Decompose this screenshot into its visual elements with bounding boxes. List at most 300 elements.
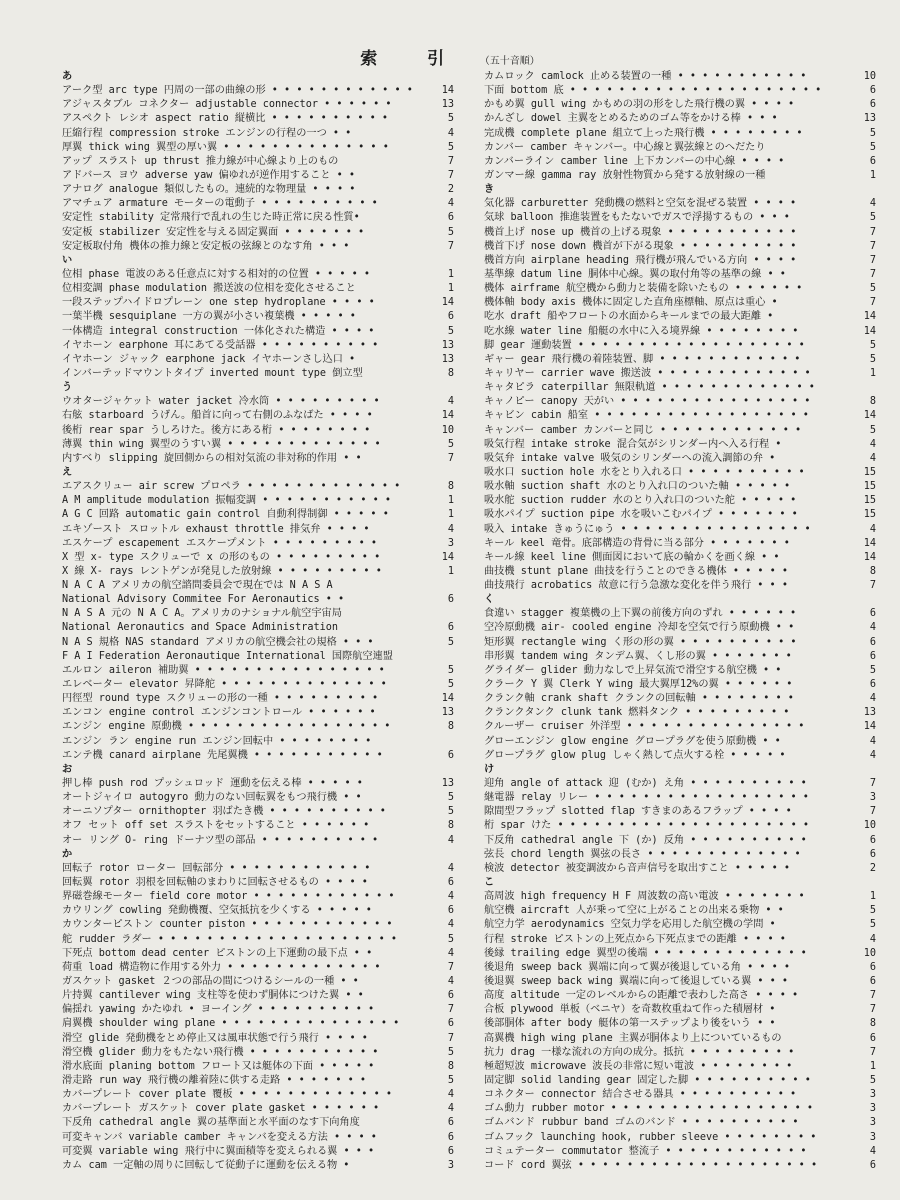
index-entry bbox=[62, 1145, 454, 1159]
index-entry bbox=[62, 1017, 454, 1031]
index-entry-page-number: 7 bbox=[440, 155, 454, 169]
index-entry-page-number: 6 bbox=[440, 904, 454, 918]
index-entry-text: キャンバー camber カンバーと同じ • • • • • • • • • • • • bbox=[484, 424, 802, 436]
index-entry-text: インバーテッドマウントタイプ inverted mount type 倒立型 bbox=[62, 367, 363, 379]
index-entry-page-number: 13 bbox=[440, 98, 454, 112]
index-entry-page-number: 6 bbox=[862, 155, 876, 169]
index-entry-page-number: 5 bbox=[862, 282, 876, 296]
index-entry bbox=[484, 141, 876, 155]
index-entry bbox=[62, 1088, 454, 1102]
index-entry-text: 薄翼 thin wing 翼型のうすい翼 • • • • • • • • • • • • • bbox=[62, 438, 381, 450]
index-entry bbox=[62, 325, 454, 339]
index-entry-text: 桁 spar けた • • • • • • • • • • • • • • • • • • • • • bbox=[484, 820, 809, 832]
index-entry bbox=[484, 621, 876, 635]
index-entry-text: 下面 bottom 底 • • • • • • • • • • • • • • • • • • • • • bbox=[484, 85, 822, 97]
index-entry-text: アーク型 arc type 円周の一部の曲線の形 • • • • • • • • • • • • bbox=[62, 85, 413, 97]
index-entry-text: 基準線 datum line 胴体中心線。翼の取付角等の基準の線 • • bbox=[484, 268, 786, 280]
index-entry-text: お bbox=[62, 763, 73, 775]
index-entry-page-number: 4 bbox=[440, 862, 454, 876]
index-entry bbox=[484, 409, 876, 423]
index-entry bbox=[62, 735, 454, 749]
index-entry-text: 機体軸 body axis 機体に固定した直角座標軸、原点は重心 • bbox=[484, 297, 778, 309]
index-entry-text: 偏揺れ yawing かたゆれ • ヨーイング • • • • • • • • • • bbox=[62, 1004, 375, 1016]
index-entry-text: ゴムフック launching hook, rubber sleeve • • • • • • • • bbox=[484, 1131, 817, 1143]
index-entry bbox=[62, 819, 454, 833]
index-entry-text: 押し棒 push rod プッシュロッド 運動を伝える棒 • • • • • bbox=[62, 778, 363, 790]
index-entry bbox=[62, 226, 454, 240]
index-entry-page-number: 5 bbox=[862, 918, 876, 932]
index-entry-text: 吸水舵 suction rudder 水のとり入れ口のついた舵 • • • • • bbox=[484, 495, 797, 507]
index-entry bbox=[62, 607, 454, 621]
index-entry-text: 矩形翼 rectangle wing く形の形の翼 • • • • • • • • • • bbox=[484, 636, 797, 648]
index-entry-page-number: 6 bbox=[440, 1131, 454, 1145]
index-entry bbox=[484, 537, 876, 551]
index-entry-page-number: 7 bbox=[862, 1003, 876, 1017]
index-entry bbox=[484, 452, 876, 466]
index-entry-page-number: 7 bbox=[440, 452, 454, 466]
index-entry-text: エレベーター elevator 昇降舵 • • • • • • • • • • • • • • bbox=[62, 679, 387, 691]
index-entry bbox=[484, 98, 876, 112]
index-section-heading bbox=[484, 763, 876, 777]
index-entry-page-number: 3 bbox=[862, 1102, 876, 1116]
index-entry bbox=[62, 353, 454, 367]
index-entry bbox=[62, 692, 454, 706]
index-entry-text: オーニソプター ornithopter 羽ばたき機 • • • • • • • • • • bbox=[62, 806, 386, 818]
index-entry bbox=[62, 621, 454, 635]
index-entry-page-number: 6 bbox=[862, 848, 876, 862]
index-entry-text: クランク軸 crank shaft クランクの回転軸 • • • • • • • • bbox=[484, 693, 794, 705]
index-entry-text: 食違い stagger 複葉機の上下翼の前後方向のずれ • • • • • • bbox=[484, 608, 797, 620]
index-entry bbox=[62, 791, 454, 805]
index-entry-page-number: 6 bbox=[862, 1159, 876, 1173]
index-entry bbox=[62, 805, 454, 819]
index-entry bbox=[62, 169, 454, 183]
index-entry-text: 吸気行程 intake stroke 混合気がシリンダー内へ入る行程 • bbox=[484, 438, 782, 450]
index-entry-text: カンバー camber キャンバー。中心線と翼弦線とのへだたり bbox=[484, 141, 766, 153]
index-entry-page-number: 6 bbox=[440, 621, 454, 635]
index-entry-text: 後縁 trailing edge 翼型の後端 • • • • • • • • • • • • • bbox=[484, 947, 807, 959]
index-entry-page-number: 13 bbox=[862, 112, 876, 126]
index-entry-page-number: 7 bbox=[440, 240, 454, 254]
index-entry-text: 吃水線 water line 船艇の水中に入る境界線 • • • • • • • • bbox=[484, 325, 799, 337]
index-entry-text: イヤホーン ジャック earphone jack イヤホーンさし込口 • bbox=[62, 353, 356, 365]
index-entry-text: う bbox=[62, 382, 73, 394]
index-section-heading bbox=[62, 381, 454, 395]
index-entry-page-number: 1 bbox=[862, 890, 876, 904]
index-entry-text: 厚翼 thick wing 翼型の厚い翼 • • • • • • • • • • • • • • bbox=[62, 141, 389, 153]
index-entry-text: け bbox=[484, 763, 495, 775]
index-entry-text: 右舷 starboard うげん。船首に向って右側のふなばた • • • • bbox=[62, 410, 373, 422]
index-entry-page-number: 10 bbox=[862, 70, 876, 84]
index-entry-text: 機首下げ nose down 機首が下がる現象 • • • • • • • • • • bbox=[484, 240, 797, 252]
index-entry-page-number: 8 bbox=[440, 720, 454, 734]
index-entry-text: クラーク Y 翼 Clerk Y wing 最大翼厚12%の翼 • • • • • • bbox=[484, 679, 793, 691]
index-entry bbox=[484, 523, 876, 537]
index-entry bbox=[62, 650, 454, 664]
index-entry-text: 滑走路 run way 飛行機の離着陸に供する走路 • • • • • • • bbox=[62, 1074, 367, 1086]
index-entry bbox=[484, 1131, 876, 1145]
index-entry-page-number: 10 bbox=[440, 424, 454, 438]
index-entry bbox=[62, 876, 454, 890]
index-entry bbox=[62, 678, 454, 692]
index-section-heading bbox=[62, 763, 454, 777]
index-entry bbox=[484, 1017, 876, 1031]
index-entry-page-number: 4 bbox=[440, 197, 454, 211]
index-entry-text: キール線 keel line 側面図において底の輪かくを画く線 • • bbox=[484, 551, 780, 563]
index-entry-page-number: 8 bbox=[440, 819, 454, 833]
index-entry bbox=[484, 692, 876, 706]
index-entry-page-number: 5 bbox=[862, 141, 876, 155]
index-entry bbox=[484, 933, 876, 947]
index-entry-page-number: 5 bbox=[440, 1046, 454, 1060]
index-entry bbox=[62, 1060, 454, 1074]
index-entry bbox=[62, 155, 454, 169]
index-entry-text: ガスケット gasket ２つの部品の間につけるシールの一種 • • bbox=[62, 976, 359, 987]
index-section-heading bbox=[484, 593, 876, 607]
index-entry-page-number: 4 bbox=[440, 1102, 454, 1116]
index-entry-text: アナログ analogue 類似したもの。連続的な物理量 • • • • bbox=[62, 184, 356, 196]
index-entry-text: 滑空機 glider 動力をもたない飛行機 • • • • • • • • • • • bbox=[62, 1046, 379, 1058]
index-entry-text: イヤホーン earphone 耳にあてる受話器 • • • • • • • • • • bbox=[62, 339, 379, 351]
index-entry-page-number: 1 bbox=[862, 1060, 876, 1074]
index-column-right bbox=[484, 70, 876, 1173]
index-entry-page-number: 6 bbox=[862, 678, 876, 692]
index-entry-text: 舵 rudder ラダー • • • • • • • • • • • • • • • • • • • • bbox=[62, 933, 398, 945]
index-entry-page-number: 5 bbox=[862, 904, 876, 918]
index-entry bbox=[484, 848, 876, 862]
index-entry-page-number: 5 bbox=[440, 664, 454, 678]
index-entry bbox=[484, 890, 876, 904]
index-entry-text: 曲技機 stunt plane 曲技を行うことのできる機体 • • • • • bbox=[484, 565, 789, 577]
index-entry-text: 安定性 stability 定常飛行で乱れの生じた時正常に戻る性質• bbox=[62, 212, 360, 224]
index-entry-page-number: 7 bbox=[440, 961, 454, 975]
index-entry bbox=[484, 947, 876, 961]
index-entry-page-number: 5 bbox=[440, 636, 454, 650]
index-entry-text: グライダー glider 動力なしで上昇気流で滑空する航空機 • • bbox=[484, 664, 782, 676]
index-entry-text: キャタピラ caterpillar 無限軌道 • • • • • • • • • • • • • bbox=[484, 382, 815, 394]
index-entry-page-number: 10 bbox=[862, 947, 876, 961]
index-entry bbox=[484, 395, 876, 409]
index-entry bbox=[484, 339, 876, 353]
index-entry bbox=[484, 310, 876, 324]
index-entry bbox=[484, 353, 876, 367]
index-entry-page-number: 1 bbox=[440, 268, 454, 282]
index-entry-page-number: 4 bbox=[440, 127, 454, 141]
index-entry bbox=[62, 904, 454, 918]
index-entry-page-number: 1 bbox=[440, 508, 454, 522]
index-entry-text: 吸水軸 suction shaft 水のとり入れ口のついた軸 • • • • • bbox=[484, 481, 791, 493]
index-section-heading bbox=[484, 183, 876, 197]
index-entry bbox=[62, 933, 454, 947]
index-entry bbox=[484, 282, 876, 296]
index-entry bbox=[62, 339, 454, 353]
index-entry bbox=[484, 1145, 876, 1159]
index-entry bbox=[62, 989, 454, 1003]
index-entry-text: キール keel 竜骨。底部構造の背骨に当る部分 • • • • • • • bbox=[484, 537, 790, 549]
index-entry bbox=[62, 268, 454, 282]
index-entry bbox=[62, 452, 454, 466]
index-entry-text: 航空機 aircraft 人が乗って空に上がることの出来る乗物 • • bbox=[484, 905, 784, 917]
index-entry bbox=[62, 834, 454, 848]
index-entry bbox=[484, 197, 876, 211]
index-entry bbox=[62, 438, 454, 452]
index-column-left bbox=[62, 70, 454, 1173]
index-entry-page-number: 13 bbox=[440, 353, 454, 367]
index-entry-page-number: 7 bbox=[862, 805, 876, 819]
index-entry-page-number: 7 bbox=[862, 777, 876, 791]
index-entry bbox=[484, 579, 876, 593]
index-entry-page-number: 6 bbox=[440, 989, 454, 1003]
index-entry-text: X 線 X- rays レントゲンが発見した放射線 • • • • • • • • • bbox=[62, 565, 382, 577]
index-entry-page-number: 4 bbox=[440, 918, 454, 932]
index-entry-page-number: 5 bbox=[862, 664, 876, 678]
index-entry-page-number: 5 bbox=[440, 226, 454, 240]
index-entry-page-number: 4 bbox=[862, 197, 876, 211]
index-section-heading bbox=[62, 254, 454, 268]
index-entry-page-number: 5 bbox=[440, 678, 454, 692]
index-entry-text: かんざし dowel 主翼をとめるためのゴム等をかける棒 • • • bbox=[484, 113, 778, 125]
index-entry-page-number: 5 bbox=[862, 353, 876, 367]
index-entry-page-number: 6 bbox=[862, 961, 876, 975]
index-entry bbox=[62, 565, 454, 579]
index-entry-page-number: 7 bbox=[440, 1003, 454, 1017]
index-entry bbox=[484, 678, 876, 692]
index-entry bbox=[484, 777, 876, 791]
index-entry-text: アスペクト レシオ aspect ratio 縦横比 • • • • • • • • • • bbox=[62, 113, 389, 125]
index-entry-page-number: 5 bbox=[862, 339, 876, 353]
index-entry-text: 片持翼 cantilever wing 支柱等を使わず胴体につけた翼 • • bbox=[62, 990, 364, 1002]
index-entry-page-number: 14 bbox=[440, 296, 454, 310]
index-entry bbox=[484, 155, 876, 169]
index-entry bbox=[62, 141, 454, 155]
index-entry-text: エンコン engine control エンジンコントロール • • • • • • bbox=[62, 707, 376, 719]
index-entry bbox=[484, 127, 876, 141]
index-entry-text: X 型 x- type スクリューで x の形のもの • • • • • • • • • bbox=[62, 551, 381, 563]
index-entry-page-number: 7 bbox=[862, 296, 876, 310]
index-entry-text: エスケープ escapement エスケープメント • • • • • • • • • bbox=[62, 537, 378, 549]
index-entry bbox=[62, 112, 454, 126]
index-entry-text: 気球 balloon 推進装置をもたないでガスで浮揚するもの • • • bbox=[484, 212, 790, 224]
index-entry-text: 圧縮行程 compression stroke エンジンの行程の一つ • • bbox=[62, 127, 352, 139]
index-entry-text: ゴムバンド rubbur band ゴムのバンド • • • • • • • • • • bbox=[484, 1117, 799, 1129]
index-entry bbox=[484, 466, 876, 480]
index-entry-page-number: 14 bbox=[440, 409, 454, 423]
index-entry-text: コード cord 翼弦 • • • • • • • • • • • • • • • • • • • • bbox=[484, 1159, 818, 1171]
index-entry-text: き bbox=[484, 184, 495, 196]
index-entry-text: 後桁 rear spar うしろけた。後方にある桁 • • • • • • • • bbox=[62, 424, 371, 436]
index-entry-page-number: 8 bbox=[862, 565, 876, 579]
index-entry bbox=[484, 720, 876, 734]
index-entry-page-number: 6 bbox=[862, 607, 876, 621]
index-entry-text: い bbox=[62, 254, 73, 266]
index-entry-text: エルロン aileron 補助翼 • • • • • • • • • • • • • • • • bbox=[62, 664, 385, 676]
index-entry-text: 荷重 load 構造物に作用する外力 • • • • • • • • • • • • • bbox=[62, 961, 381, 973]
index-entry bbox=[62, 395, 454, 409]
index-entry-page-number: 6 bbox=[862, 650, 876, 664]
index-entry bbox=[484, 84, 876, 98]
index-entry-text: 滑水底面 planing bottom フロート又は艇体の下面 • • • • • bbox=[62, 1060, 375, 1072]
index-entry-page-number: 1 bbox=[440, 494, 454, 508]
index-entry-text: クランクタンク clunk tank 燃料タンク • • • • • • • • • bbox=[484, 707, 790, 719]
index-entry-text: 脚 gear 運動装置 • • • • • • • • • • • • • • • • • • • bbox=[484, 339, 805, 351]
index-entry-text: グロープラグ glow plug しゃく熱して点火する栓 • • • • • bbox=[484, 749, 786, 761]
index-entry-text: カバープレート cover plate 覆板 • • • • • • • • • • • • • bbox=[62, 1089, 392, 1101]
index-entry-page-number: 7 bbox=[862, 240, 876, 254]
index-entry-page-number: 6 bbox=[862, 1032, 876, 1046]
index-entry-page-number: 7 bbox=[862, 989, 876, 1003]
index-entry bbox=[484, 607, 876, 621]
index-entry-text: エンテ機 canard airplane 先尾翼機 • • • • • • • • • • • bbox=[62, 749, 383, 761]
index-entry-text: 吸水パイプ suction pipe 水を吸いこむパイプ • • • • • • • bbox=[484, 509, 798, 521]
index-entry-page-number: 14 bbox=[862, 310, 876, 324]
index-entry bbox=[484, 989, 876, 1003]
index-entry bbox=[62, 1003, 454, 1017]
index-entry-page-number: 4 bbox=[862, 933, 876, 947]
index-entry-page-number: 15 bbox=[862, 494, 876, 508]
index-entry-page-number: 6 bbox=[440, 310, 454, 324]
index-entry-text: 迎角 angle of attack 迎 (むか) え角 • • • • • • • • • • bbox=[484, 778, 807, 790]
index-entry bbox=[62, 961, 454, 975]
index-entry-page-number: 5 bbox=[862, 424, 876, 438]
index-entry-page-number: 15 bbox=[862, 466, 876, 480]
index-entry-page-number: 7 bbox=[440, 169, 454, 183]
index-entry-page-number: 5 bbox=[440, 805, 454, 819]
index-entry bbox=[62, 127, 454, 141]
index-entry-text: ガンマー線 gamma ray 放射性物質から発する放射線の一種 bbox=[484, 169, 766, 181]
index-entry bbox=[62, 409, 454, 423]
index-entry bbox=[62, 1116, 454, 1130]
index-entry-text: National Advisory Commitee For Aeronautics • • bbox=[62, 594, 345, 606]
index-entry bbox=[62, 537, 454, 551]
index-entry-text: かもめ翼 gull wing かもめの羽の形をした飛行機の翼 • • • • bbox=[484, 99, 795, 111]
index-entry-text: く bbox=[484, 594, 495, 606]
index-entry-page-number: 5 bbox=[440, 1074, 454, 1088]
index-entry-page-number: 5 bbox=[440, 112, 454, 126]
index-entry-text: 完成機 complete plane 組立て上った飛行機 • • • • • • • • bbox=[484, 127, 803, 139]
index-entry bbox=[62, 367, 454, 381]
index-section-heading bbox=[484, 876, 876, 890]
index-entry-text: 回転翼 rotor 羽根を回転軸のまわりに回転させるもの • • • • bbox=[62, 877, 368, 889]
index-entry-text: ギャー gear 飛行機の着陸装置、脚 • • • • • • • • • • • • bbox=[484, 353, 801, 365]
index-entry bbox=[62, 720, 454, 734]
index-entry-text: カム cam 一定軸の周りに回転して従動子に運動を伝える物 • bbox=[62, 1159, 350, 1171]
index-entry bbox=[62, 551, 454, 565]
index-entry bbox=[484, 1060, 876, 1074]
index-entry bbox=[484, 904, 876, 918]
index-title: 索 引 bbox=[360, 49, 467, 69]
index-entry-text: カンバーライン camber line 上下カンバーの中心線 • • • • bbox=[484, 155, 785, 167]
index-entry-text: クルーザー cruiser 外洋型 • • • • • • • • • • • • • • • bbox=[484, 721, 805, 733]
index-entry bbox=[62, 296, 454, 310]
index-entry-page-number: 14 bbox=[862, 409, 876, 423]
index-entry bbox=[484, 706, 876, 720]
index-entry-page-number: 6 bbox=[862, 636, 876, 650]
index-entry-text: ウオタージャケット water jacket 冷水筒 • • • • • • • • • bbox=[62, 396, 380, 408]
index-entry bbox=[484, 508, 876, 522]
index-entry-text: 安定板取付角 機体の推力線と安定板の弦線とのなす角 • • • bbox=[62, 240, 350, 252]
index-entry-text: A G C 回路 automatic gain control 自動利得制御 • • • • • bbox=[62, 509, 389, 521]
index-entry bbox=[62, 636, 454, 650]
index-entry-text: 一体構造 integral construction 一体化された構造 • • • • bbox=[62, 325, 375, 337]
index-entry bbox=[484, 551, 876, 565]
index-entry bbox=[484, 438, 876, 452]
index-entry bbox=[484, 325, 876, 339]
index-entry-text: N A S 規格 NAS standard アメリカの航空機会社の規格 • • • bbox=[62, 636, 374, 648]
index-entry-text: 後退翼 sweep back wing 翼端に向って後退している翼 • • • bbox=[484, 976, 789, 987]
index-entry-page-number: 6 bbox=[862, 84, 876, 98]
index-entry-text: 内すべり slipping 旋回側からの相対気流の非対称的作用 • • bbox=[62, 452, 362, 464]
index-entry-text: 吸気弁 intake valve 吸気のシリンダーへの流入調節の弁 • bbox=[484, 452, 776, 464]
index-entry-text: 吃水 draft 船やフロートの水面からキールまでの最大距離 • bbox=[484, 311, 774, 323]
index-entry-page-number: 4 bbox=[862, 735, 876, 749]
index-entry-page-number: 4 bbox=[862, 1145, 876, 1159]
index-entry-text: 隙間型フラップ slotted flap すきまのあるフラップ • • • • bbox=[484, 806, 792, 818]
index-entry-page-number: 6 bbox=[862, 98, 876, 112]
index-entry bbox=[62, 310, 454, 324]
index-entry-page-number: 3 bbox=[440, 537, 454, 551]
index-entry-page-number: 5 bbox=[440, 141, 454, 155]
index-entry bbox=[484, 494, 876, 508]
index-entry-page-number: 6 bbox=[440, 1145, 454, 1159]
index-entry-text: オートジャイロ autogyro 動力のない回転翼をもつ飛行機 • • bbox=[62, 792, 362, 804]
index-entry-page-number: 5 bbox=[440, 325, 454, 339]
index-entry-page-number: 7 bbox=[862, 579, 876, 593]
index-entry-text: 高翼機 high wing plane 主翼が胴体より上についているもの bbox=[484, 1032, 782, 1044]
index-entry bbox=[62, 282, 454, 296]
index-entry-page-number: 6 bbox=[440, 211, 454, 225]
index-entry-text: グローエンジン glow engine グロープラグを使う原動機 • • bbox=[484, 735, 781, 747]
index-entry-text: 機首方向 airplane heading 飛行機が飛んでいる方向 • • • • bbox=[484, 254, 797, 266]
index-entry bbox=[62, 240, 454, 254]
index-entry-page-number: 14 bbox=[862, 551, 876, 565]
index-entry bbox=[62, 706, 454, 720]
index-entry bbox=[484, 70, 876, 84]
index-entry-text: カウンターピストン counter piston • • • • • • • • • • • • bbox=[62, 919, 393, 931]
index-entry-page-number: 13 bbox=[440, 706, 454, 720]
index-entry-page-number: 8 bbox=[440, 480, 454, 494]
index-entry-page-number: 8 bbox=[862, 1017, 876, 1031]
index-entry-page-number: 6 bbox=[440, 876, 454, 890]
index-entry bbox=[484, 975, 876, 989]
index-entry-page-number: 4 bbox=[440, 1088, 454, 1102]
index-entry bbox=[62, 98, 454, 112]
index-entry-text: 空冷原動機 air- cooled engine 冷却を空気で行う原動機 • • bbox=[484, 622, 795, 634]
index-entry-text: エンジン ラン engine run エンジン回転中 • • • • • • • • bbox=[62, 735, 372, 747]
index-entry bbox=[62, 211, 454, 225]
index-entry-text: 可変翼 variable wing 飛行中に翼面積等を変えられる翼 • • • bbox=[62, 1145, 375, 1157]
index-entry bbox=[484, 112, 876, 126]
index-entry-text: 吸入 intake きゅうにゅう • • • • • • • • • • • • • • • • bbox=[484, 523, 811, 535]
index-entry bbox=[62, 777, 454, 791]
index-entry-text: コネクター connector 結合させる器具 • • • • • • • • • • bbox=[484, 1089, 797, 1101]
index-entry bbox=[484, 565, 876, 579]
index-entry-text: 航空力学 aerodynamics 空気力学を応用した航空機の学問 • bbox=[484, 919, 776, 931]
index-entry bbox=[62, 975, 454, 989]
index-entry-text: 滑空 glide 発動機をとめ停止又は風車状態で行う飛行 • • • • bbox=[62, 1032, 368, 1044]
index-entry-page-number: 6 bbox=[440, 1116, 454, 1130]
index-entry bbox=[484, 834, 876, 848]
index-entry bbox=[62, 579, 454, 593]
index-entry-text: エンジン engine 原動機 • • • • • • • • • • • • • • • • • bbox=[62, 721, 391, 733]
index-entry-text: 弦長 chord length 翼弦の長さ • • • • • • • • • • • • • bbox=[484, 848, 801, 860]
index-entry-text: アジャスタブル コネクター adjustable connector • • • • • • bbox=[62, 99, 392, 111]
index-section-heading bbox=[62, 70, 454, 84]
index-entry-page-number: 7 bbox=[862, 268, 876, 282]
index-section-heading bbox=[62, 466, 454, 480]
index-entry bbox=[484, 650, 876, 664]
index-entry-text: 下死点 bottom dead center ピストンの上下運動の最下点 • • bbox=[62, 947, 373, 959]
index-entry-text: カバープレート ガスケット cover plate gasket • • • • • • bbox=[62, 1103, 380, 1115]
